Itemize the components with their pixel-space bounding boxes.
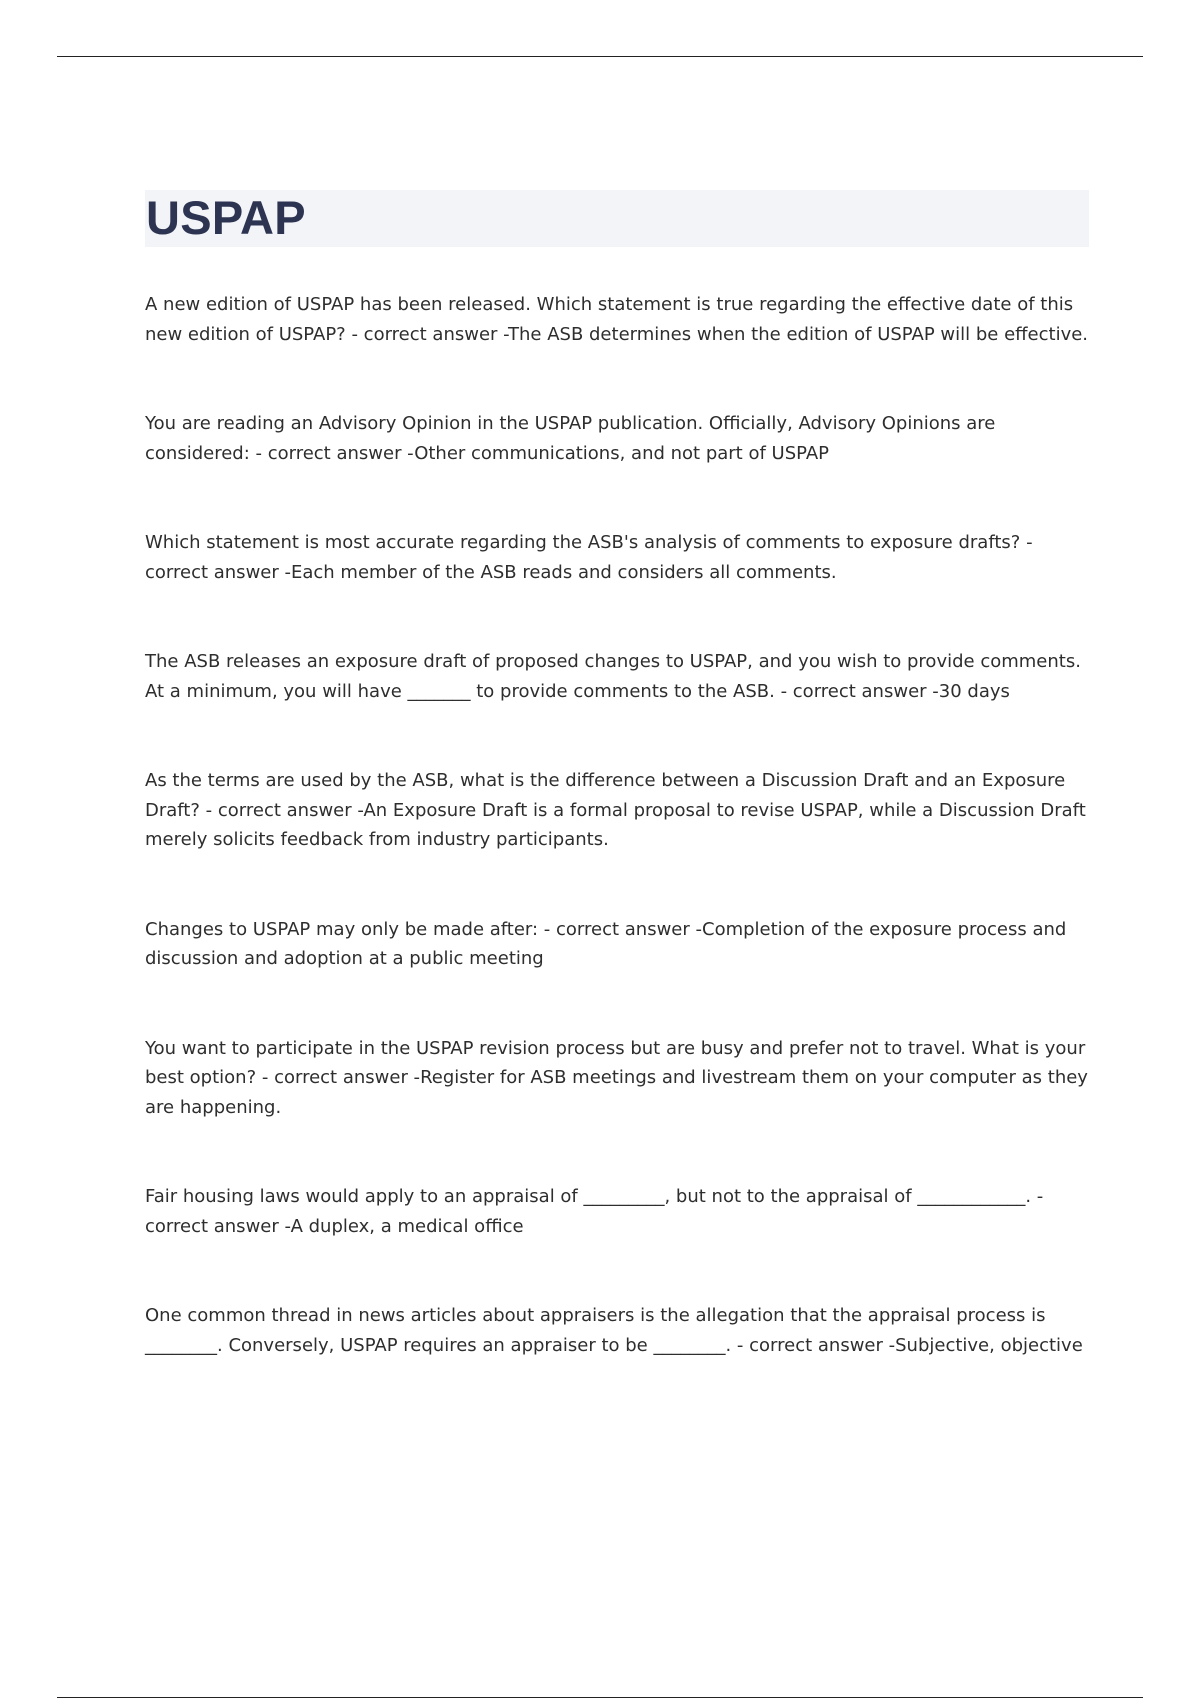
answer-text: Other communications, and not part of USPAP [414,442,830,464]
qa-item-7 [145,1034,1095,1123]
qa-item-2 [145,409,1095,468]
qa-item-3 [145,528,1095,587]
qa-item-5 [145,766,1095,855]
qa-item-8 [145,1182,1095,1241]
header-rule [57,56,1143,57]
answer-text: An Exposure Draft is a formal proposal to revise USPAP, while a Discussion Draft merely solicits feedback from industry participants. [145,799,1086,850]
qa-list [145,290,1095,1420]
answer-text: The ASB determines when the edition of USPAP will be effective. [508,323,1089,345]
question-text: Changes to USPAP may only be made after: [145,918,539,940]
answer-separator: - correct answer - [249,442,415,464]
qa-item-6 [145,915,1095,974]
answer-text: 30 days [938,680,1010,702]
qa-item-1 [145,290,1095,349]
answer-separator: - correct answer - [774,680,939,702]
question-text: A new edition of USPAP has been released. Which statement is true regarding the effective date of this new edition of USPAP? [145,294,1074,345]
answer-separator: - correct answer - [199,799,364,821]
answer-separator: - correct answer - [256,1067,421,1088]
answer-text: Subjective, objective [895,1334,1083,1356]
qa-item-9 [145,1301,1095,1360]
page-title: USPAP [146,191,306,244]
question-text: The ASB releases an exposure draft of proposed changes to USPAP, and you wish to provide comments. At a minimum, you will have _______ to provide comments to the ASB. [145,651,1081,702]
answer-separator: - correct answer - [145,532,1033,583]
answer-text: Each member of the ASB reads and considers all comments. [290,561,837,583]
answer-separator: - correct answer - [731,1334,896,1356]
question-text: As the terms are used by the ASB, what is the difference between a Discussion Draft and an Exposure Draft? [145,770,1066,821]
question-text: Fair housing laws would apply to an appraisal of _________, but not to the appraisal of ____________. [145,1186,1032,1207]
answer-separator: - correct answer - [345,323,508,345]
answer-separator: - correct answer - [538,918,702,940]
answer-separator: - correct answer - [145,1186,1044,1237]
question-text: You are reading an Advisory Opinion in the USPAP publication. Officially, Advisory Opinions are considered: [145,413,996,464]
footer-rule [57,1697,1143,1698]
qa-item-4 [145,647,1095,706]
answer-text: Register for ASB meetings and livestream them on your computer as they are happening. [145,1067,1088,1118]
question-text: You want to participate in the USPAP revision process but are busy and prefer not to travel. What is your best option? [145,1037,1086,1088]
answer-text: A duplex, a medical office [290,1215,524,1237]
answer-text: Completion of the exposure process and discussion and adoption at a public meeting [145,918,1067,969]
question-text: Which statement is most accurate regarding the ASB's analysis of comments to exposure drafts? [145,532,1021,553]
question-text: One common thread in news articles about appraisers is the allegation that the appraisal process is ________. Conversely, USPAP requires an appraiser to be ________. [145,1305,1046,1356]
